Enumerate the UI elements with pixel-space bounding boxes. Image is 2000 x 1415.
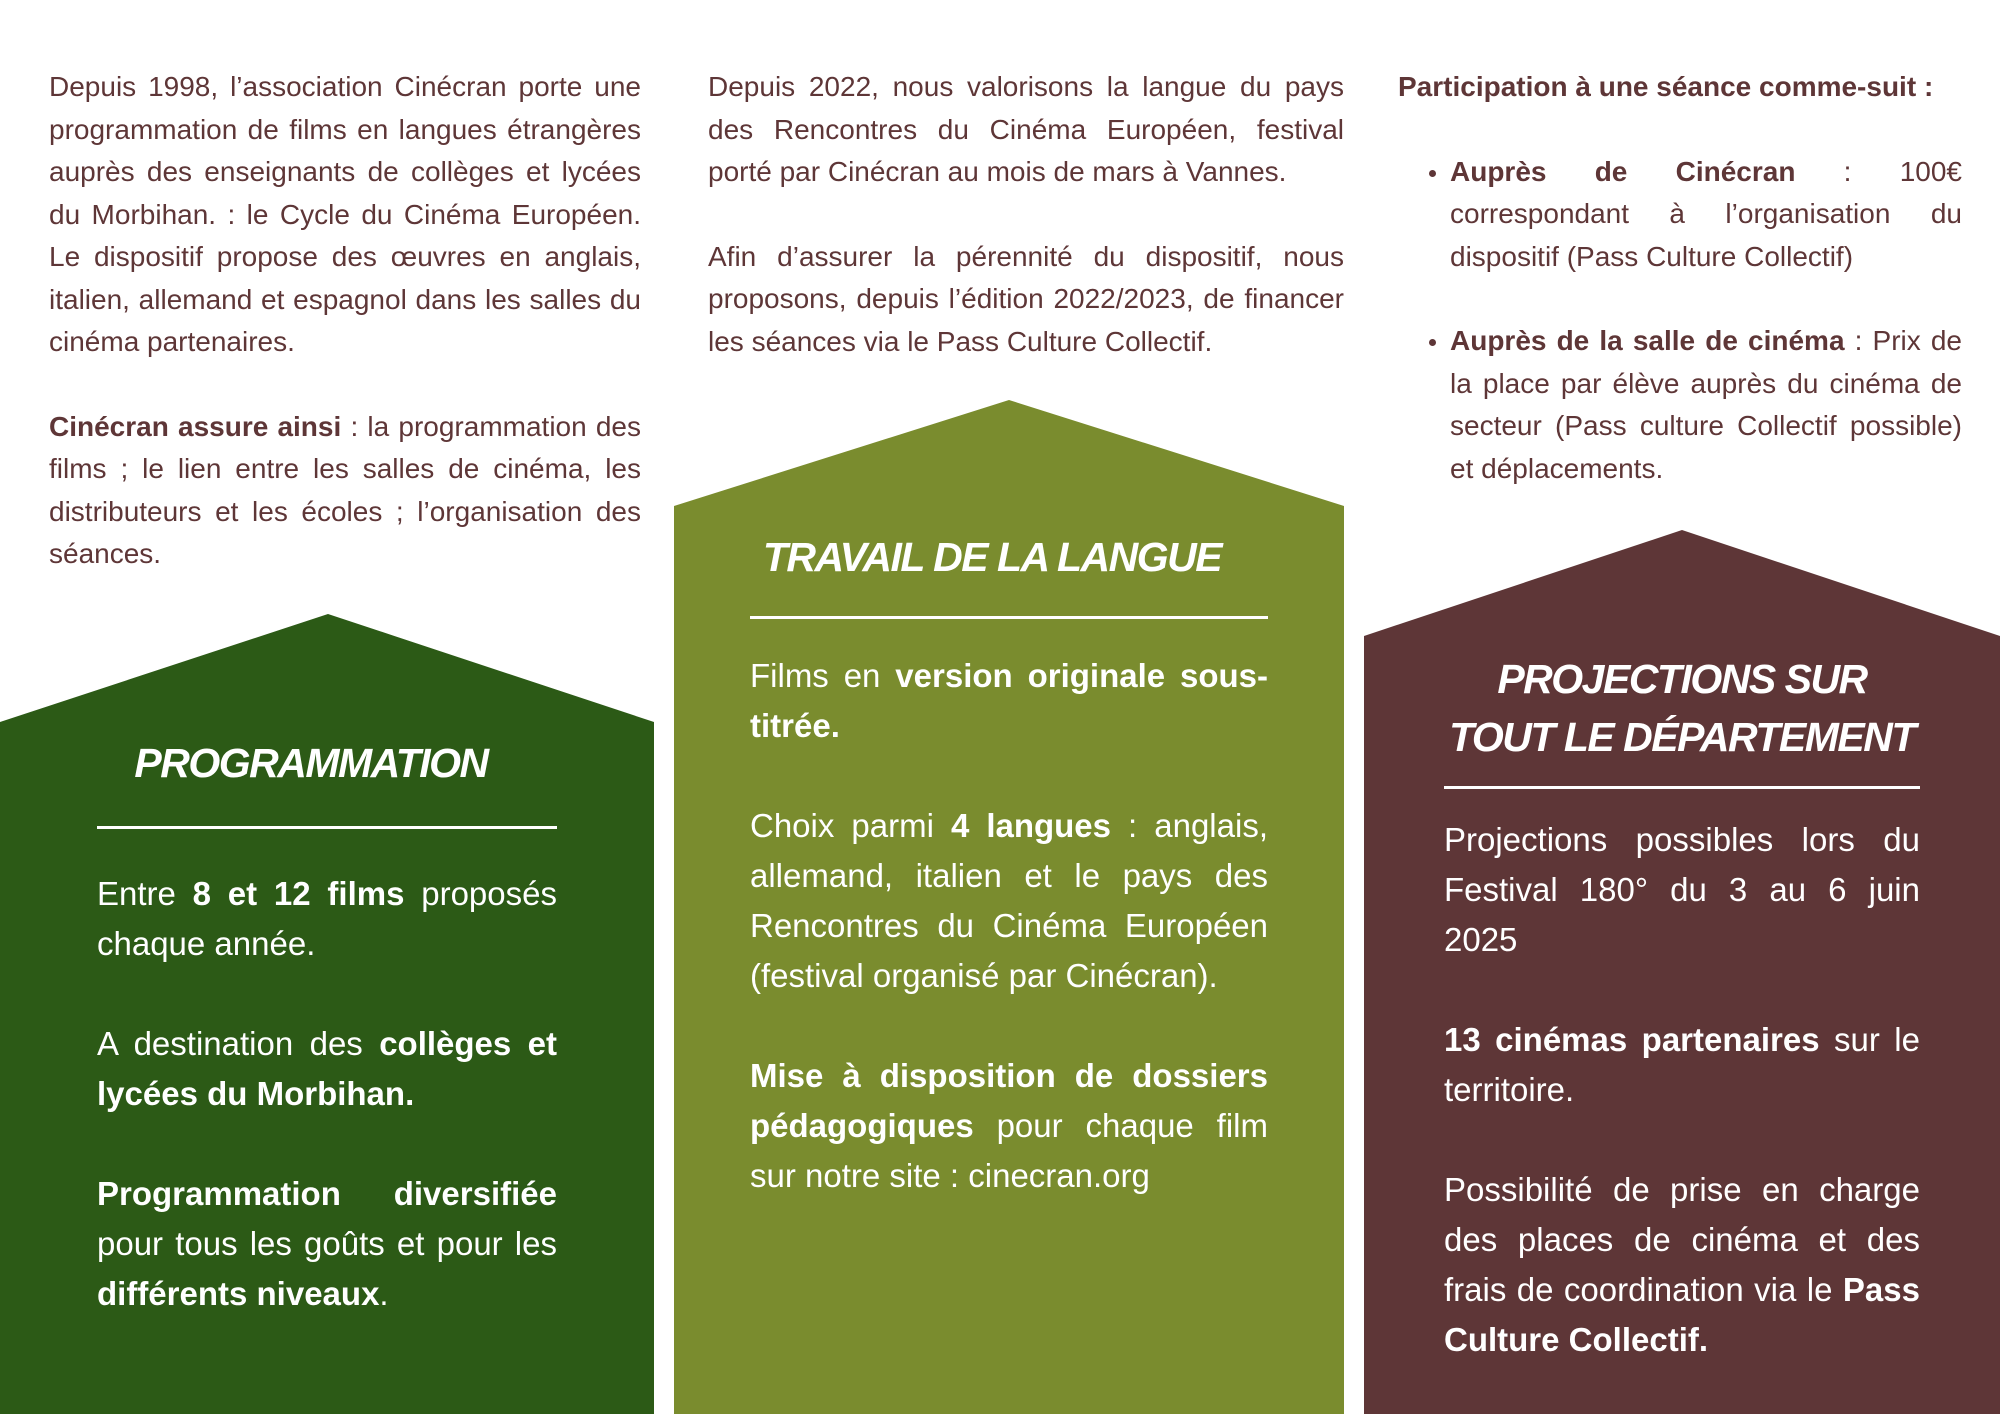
divider — [1444, 786, 1920, 789]
participation-item-text: : 100€ correspondant à l’organisation du dispositif (Pass Culture Collectif) — [1450, 155, 1962, 272]
panel-body — [97, 869, 557, 1319]
participation-item-bold: Auprès de la salle de cinéma — [1450, 325, 1845, 356]
participation-item-bold: Auprès de Cinécran — [1450, 155, 1796, 187]
intro-middle-paragraph-2: Afin d’assurer la pérennité du dispositif, nous proposons, depuis l’édition 2022/2023, de financer les séances via le Pass Culture Collectif. — [708, 240, 1344, 357]
panel-title: TRAVAIL DE LA LANGUE — [762, 534, 1222, 580]
languages-text: Choix parmi 4 langues : anglais, allemand, italien et le pays des Rencontres du Cinéma Européen (festival organisé par Cinécran). — [750, 807, 1268, 994]
panel-title — [1444, 650, 1920, 766]
panel-programmation — [0, 614, 654, 1414]
partners-text: 13 cinémas partenaires sur le territoire. — [1444, 1021, 1920, 1108]
vost-text: Films en version originale sous-titrée. — [750, 657, 1268, 744]
intro-column-right — [1398, 66, 1962, 532]
intro-left-p2-bold: Cinécran assure ainsi — [49, 410, 342, 442]
panel-projections-content — [1444, 650, 1920, 1415]
panel-title: PROGRAMMATION — [134, 740, 488, 786]
participation-item-text: : Prix de la place par élève auprès du cinéma de secteur (Pass culture Collectif possible) et déplacements. — [1450, 325, 1962, 484]
divider — [750, 616, 1268, 619]
panel-body — [750, 651, 1268, 1201]
panel-title-line-2: TOUT LE DÉPARTEMENT — [1449, 714, 1915, 760]
divider — [97, 826, 557, 829]
festival-text: Projections possibles lors du Festival 180° du 3 au 6 juin 2025 — [1444, 821, 1920, 958]
panel-title-line-1: PROJECTIONS SUR — [1497, 656, 1867, 702]
participation-list — [1398, 151, 1962, 491]
intro-column-left — [49, 66, 641, 618]
participation-heading: Participation à une séance comme-suit : — [1398, 71, 1934, 102]
panel-body — [1444, 815, 1920, 1365]
resources-text: Mise à disposition de dossiers pédagogiques pour chaque film sur notre site : cinecran.org — [750, 1057, 1268, 1194]
panel-programmation-content — [97, 734, 557, 1369]
intro-column-middle — [708, 66, 1344, 405]
audience-text: A destination des collèges et lycées du Morbihan. — [97, 1025, 557, 1112]
funding-text: Possibilité de prise en charge des places de cinéma et des frais de coordination via le Pass Culture Collectif. — [1444, 1171, 1920, 1358]
panel-travail-langue — [674, 400, 1344, 1414]
diversity-text: Programmation diversifiée pour tous les goûts et pour les différents niveaux. — [97, 1175, 557, 1312]
intro-left-p2-text: : la programmation des films ; le lien entre les salles de cinéma, les distributeurs et les écoles ; l’organisation des séances. — [49, 410, 642, 569]
intro-middle-paragraph-1: Depuis 2022, nous valorisons la langue du pays des Rencontres du Cinéma Européen, festival porté par Cinécran au mois de mars à Vannes. — [708, 71, 1344, 187]
participation-item-salle — [1450, 320, 1962, 490]
panel-langue-content — [750, 528, 1268, 1251]
panel-projections — [1364, 530, 2000, 1414]
intro-left-paragraph-1: Depuis 1998, l’association Cinécran porte une programmation de films en langues étrangères auprès des enseignants de collèges et lycées du Morbihan. : le Cycle du Cinéma Européen. Le dispositif propose des œuvres en anglais, italien, allemand et espagnol dans les salles du cinéma partenaires. — [49, 71, 641, 357]
participation-item-cinecran — [1450, 151, 1962, 279]
intro-left-paragraph-2 — [49, 406, 641, 576]
films-count-text: Entre 8 et 12 films proposés chaque année. — [97, 875, 557, 962]
